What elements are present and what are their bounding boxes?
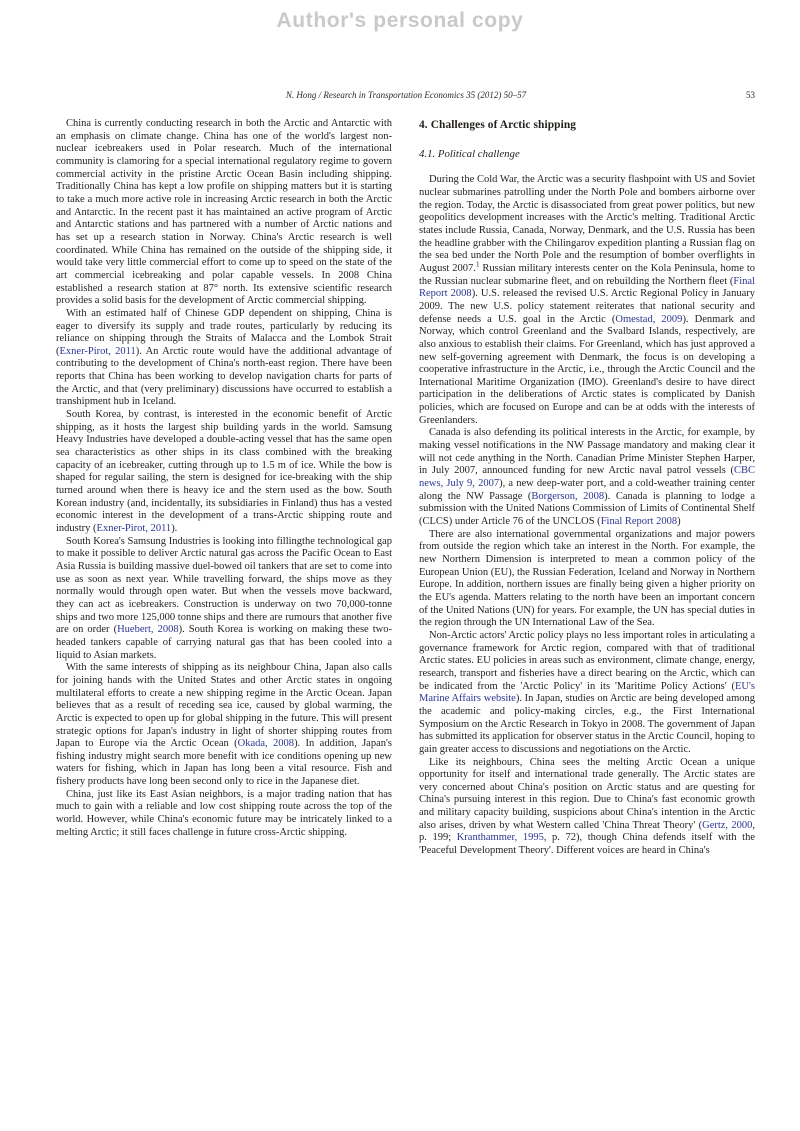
page-number: 53 (746, 90, 755, 100)
citation-link[interactable]: Kranthammer, 1995 (456, 832, 544, 844)
text-run: South Korea's Samsung Industries is looking into fillingthe technological gap to make it possible to deliver Arctic natural gas across the Pacific Ocean to East Asia Russia is building massive duel-bowed oil tankers that are set to come into use as soon as next year. While travelling forward, the ships move as they normally would through open water. But when the vessels move backward, they can act as icebreakers. Construction is underway on two 70,000-tonne ships and two more 125,000 tonne ships and there are rumours that another five are on order ( (56, 535, 392, 636)
text-run: South Korea, by contrast, is interested in the economic benefit of Arctic shipping, as it hosts the largest ship building yards in the world. Samsung Heavy Industries have developed a double-acting vessel that has the same open sea characteristics as other ships in its class combined with the breaking capacity of an icebreaker, cutting through up to 1.5 m of ice. While the bow is shaped for regular sailing, the stern is designed for ice-breaking with the ship turned around when there is heavy ice and the stern used as the bow. South Korean industry (and, incidentally, its subsidiaries in Finland) thus has a vested economic interest in the development of a trans-Arctic shipping route and industry ( (56, 409, 392, 534)
text-run: China, just like its East Asian neighbors, is a major trading nation that has much to gain with a reliable and low cost shipping route across the top of the world. However, while China's economic future may be intricately linked to a melting Arctic; it still faces challenge in future cross-Arctic shipping. (56, 788, 392, 838)
section-heading: 4. Challenges of Arctic shipping (419, 119, 577, 131)
citation-link[interactable]: EU's Marine Affairs website (419, 680, 755, 705)
citation-link[interactable]: Borgerson, 2008 (531, 490, 605, 502)
citation-link[interactable]: CBC news, July 9, 2007 (419, 465, 755, 490)
text-run: ). In addition, Japan's fishing industry might search more benefit with ice conditions opening up new waters for fishing, which in Japan has long been a vital resource. Fish and fishery products have long been second only to rice in the Japanese diet. (56, 738, 392, 788)
text-run: ). (171, 523, 178, 534)
citation-link[interactable]: Final Report 2008 (419, 275, 755, 300)
text-run: ). U.S. released the revised U.S. Arctic Regional Policy in January 2009. The new U.S. policy statement reiterates that national security and defense needs a U.S. goal in the Arctic ( (419, 288, 755, 325)
paragraph (56, 536, 392, 663)
text-run: ). Canada is planning to lodge a submission with the United Nations Commission of Limits of Continental Shelf (CLCS) under Article 76 of the UNCLOS ( (419, 490, 755, 528)
citation-link[interactable]: Gertz, 2000 (702, 819, 753, 831)
text-run: ) (677, 516, 681, 528)
text-run: Like its neighbours, China sees the melting Arctic Ocean a unique opportunity for itself and international trade generally. The Arctic states are very concerned about China's position on Arctic status and are questing for China's pursuing interest in this region. Due to China's fast economic growth and military capacity building, suspicions about China's intention in the Arctic also arises, driven by what Western called 'China Threat Theory' ( (419, 756, 755, 831)
journal-citation-line: N. Hong / Research in Transportation Economics 35 (2012) 50–57 (285, 90, 527, 100)
text-run: With an estimated half of Chinese GDP dependent on shipping, China is eager to diversify its supply and trade routes, particularly by reducing its reliance on shipping through the Straits of Malacca and the Lombok Strait ( (56, 307, 392, 357)
paragraph (56, 409, 392, 536)
paragraph (419, 427, 755, 528)
paragraph (419, 630, 755, 757)
citation-link[interactable]: Exner-Pirot, 2011 (96, 523, 172, 534)
footnote-marker: 1 (475, 260, 480, 269)
text-run: ). South Korea is working on making these two-headed tankers capable of carrying natural gas that has been cooled into a liquid to Asian markets. (56, 624, 392, 661)
paragraph (56, 789, 392, 840)
right-column (419, 118, 755, 858)
authors-personal-copy-watermark: Author's personal copy (276, 9, 524, 32)
left-column (56, 118, 392, 839)
citation-link[interactable]: Okada, 2008 (237, 738, 295, 750)
text-run: During the Cold War, the Arctic was a security flashpoint with US and Soviet nuclear submarines patrolling under the North Pole and bombers airborne over the region. Today, the Arctic is disassociated from great power politics, but new geopolitics development increases with the Arctic's melting. Traditional Arctic states include Russia, Canada, Norway, Denmark, and the U.S. Russia has been the headline grabber with the Chilingarov expedition planting a Russian flag on the sea bed under the North Pole and the resumption of bomber overflights in August 2007. (419, 174, 755, 274)
citation-link[interactable]: Huebert, 2008 (117, 624, 179, 636)
citation-link[interactable]: Exner-Pirot, 2011 (59, 345, 136, 357)
text-run: , p. 72), though China defends itself with the 'Peaceful Development Theory'. Different voices are heard in China's (419, 832, 756, 857)
text-run: Canada is also defending its political interests in the Arctic, for example, by making vessel notifications in the NW Passage mandatory and making clear it will not cede anything in the North. Canadian Prime Minister Stephen Harper, in July 2007, announced funding for new Arctic naval patrol vessels ( (419, 427, 755, 477)
paragraph (419, 529, 755, 630)
subsection-heading: 4.1. Political challenge (419, 147, 520, 160)
paragraph (56, 308, 392, 409)
paragraph (419, 757, 755, 858)
text-run: ). Denmark and Norway, which control Greenland and the Svalbard Islands, respectively, are also anxious to establish their claims. For Greenland, which has just approved a new self-governing agreement with Denmark, the focus is on developing a cooperative infrastructure in the Arctic, i.e., through the Arctic Council and the International Maritime Organization (IMO). Greenland's desire to have direct participation in the deliberations of Arctic states is complicated by Danish policies, which are focused on Europe and can be at odds with the interests of Greenlanders. (419, 313, 755, 426)
text-run: China is currently conducting research in both the Arctic and Antarctic with an emphasis on climate change. China has one of the world's largest non-nuclear icebreakers used in Polar research. Much of the international community is clamoring for a special international regulatory regime to govern commercial activity in the pristine Arctic Ocean Basin including shipping. Traditionally China has kept a low profile on shipping matters but it is starting to take a much more active role in increasing Arctic research in both the Arctic and Antarctic. In the recent past it has maintained an active program of Arctic and Antarctic stations and has partnered with a number of Arctic nations and has set up a research station in Norway. China's Arctic research is well coordinated. While China has remained on the outside of the shipping side, it would take very little commercial effort to come up to speed on the state of the art commercial icebreaking and polar capable vessels. In 2008 China established a research station at 87° north. Its extensive scientific research provides a solid basis for the development of Arctic commercial shipping. (56, 118, 392, 307)
paragraph (56, 662, 392, 789)
text-run: Non-Arctic actors' Arctic policy plays no less important roles in articulating a governance framework for Arctic region, compared with that of traditional Arctic states. EU policies in areas such as environment, climate change, energy, research, transport and fisheries have a direct bearing on the Arctic, which can be indicated from the 'Arctic Policy' in its 'Maritime Policy Actions' ( (419, 629, 755, 692)
text-run: With the same interests of shipping as its neighbour China, Japan also calls for joining hands with the United States and other Arctic states in ongoing multilateral efforts to create a new shipping regime in the Arctic Ocean. Japan believes that as a result of receding sea ice, caused by global warming, the Arctic is expected to open up for global shipping in the future. This will present strategic options for Japan's industry in light of shorter shipping routes from Japan to Europe via the Arctic Ocean ( (56, 662, 392, 750)
text-run: Russian military interests center on the Kola Peninsula, home to the Russian nuclear submarine fleet, and on rebuilding the Northern fleet ( (419, 262, 755, 287)
paragraph (56, 118, 392, 308)
text-run: , p. 199; (419, 819, 755, 844)
citation-link[interactable]: Final Report 2008 (600, 516, 678, 528)
citation-link[interactable]: Omestad, 2009 (615, 313, 683, 325)
text-run: There are also international governmental organizations and major powers from outside the region which take an interest in the North. For example, the new Northern Dimension is interpreted to mean a common policy of the European Union (EU), the Russian Federation, Iceland and Norway in Northern Europe. In addition, northern issues are finally being given a higher priority on the EU's agenda. Matters relating to the north have been an important concern of the United Nations (UN) for years. For example, the UN has special duties in the region through the UN International Law of the Sea. (419, 528, 755, 629)
text-run: ). In Japan, studies on Arctic are being developed among the academic and policy-making circles, e.g., the First International Symposium on the Arctic Research in Tokyo in 2008. The government of Japan has submitted its application for observer status in the Arctic Council, hoping to gain greater access to discussions and negotiations on the Arctic. (419, 693, 755, 755)
paragraph (419, 174, 755, 427)
text-run: ), a new deep-water port, and a cold-weather training center along the NW Passage ( (419, 478, 755, 502)
subsection-body (419, 174, 755, 857)
text-run: ). An Arctic route would have the additional advantage of contributing to the development of China's north-east region. There have been reports that China has been working to develop navigation charts for parts of the Arctic, and that (very preliminary) discussions have occurred to establish a transhipment hub in Iceland. (56, 345, 392, 408)
running-head (56, 90, 756, 103)
